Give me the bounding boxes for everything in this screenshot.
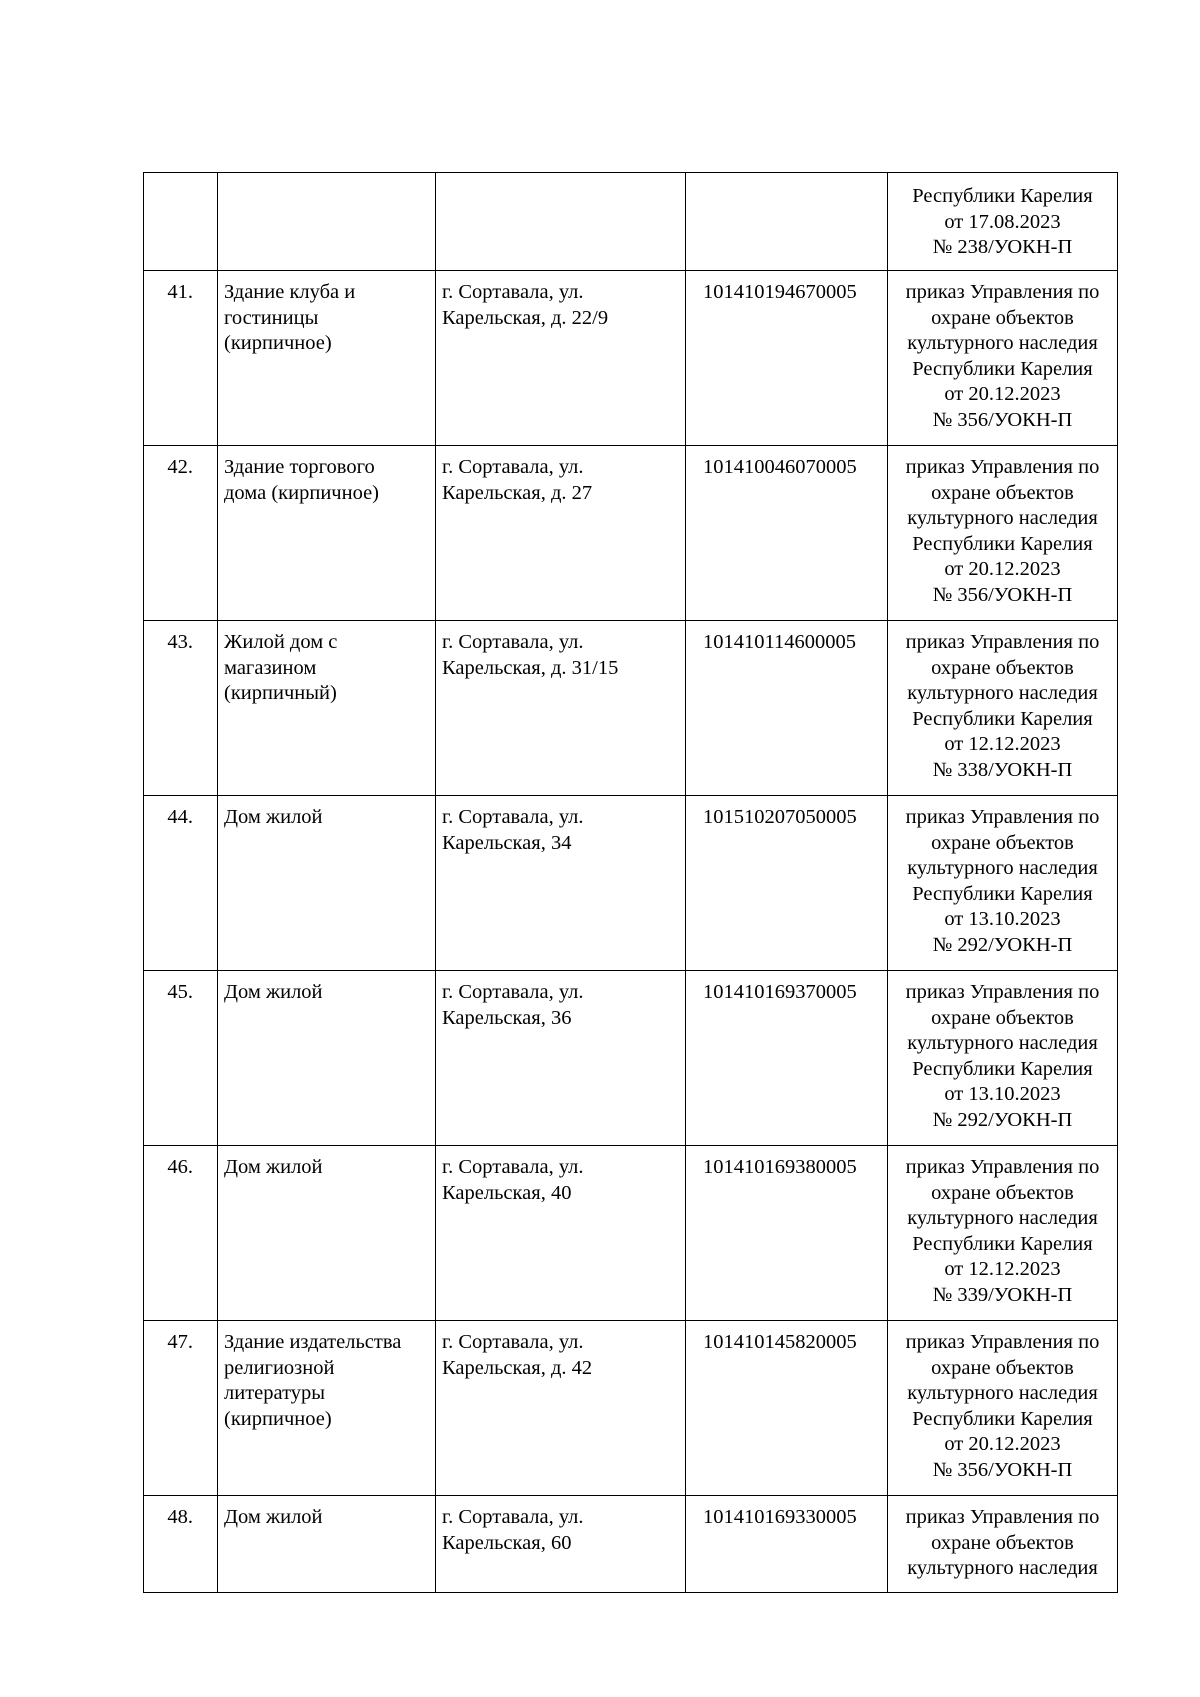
document-line: культурного наследия [907, 1382, 1098, 1404]
document-line: Республики Карелия [912, 185, 1093, 207]
document-line: от 20.12.2023 [944, 1433, 1061, 1455]
address-line: Карельская, д. 42 [442, 1356, 593, 1379]
table-row [144, 971, 1118, 1146]
object-name-line: Дом жилой [224, 806, 323, 828]
cell-number [144, 173, 218, 271]
table-row [144, 621, 1118, 796]
document-line: № 338/УОКН-П [932, 758, 1073, 781]
address-line: г. Сортавала, ул. [442, 1331, 584, 1353]
table-row [144, 446, 1118, 621]
document-line: от 20.12.2023 [944, 558, 1061, 580]
document-line: от 12.12.2023 [944, 1258, 1061, 1280]
cell-document [888, 1321, 1118, 1496]
document-line: охране объектов [931, 1356, 1074, 1379]
cell-document [888, 446, 1118, 621]
object-name-line: Здание клуба и [224, 281, 356, 303]
document-line: приказ Управления по [905, 1331, 1100, 1353]
object-name-line: Здание торгового [224, 456, 375, 478]
address-line: г. Сортавала, ул. [442, 981, 584, 1003]
address-line: г. Сортавала, ул. [442, 456, 584, 478]
document-line: № 356/УОКН-П [932, 408, 1073, 431]
address-line: Карельская, д. 27 [442, 481, 593, 504]
document-line: культурного наследия [907, 332, 1098, 354]
table-row [144, 1321, 1118, 1496]
address-line: Карельская, 60 [442, 1531, 572, 1554]
document-line: приказ Управления по [905, 631, 1100, 653]
cell-object-name [218, 446, 436, 621]
document-line: культурного наследия [907, 857, 1098, 879]
document-line: приказ Управления по [905, 806, 1100, 828]
address-line: Карельская, 36 [442, 1006, 572, 1029]
table-body [144, 173, 1118, 1593]
object-name-line: Дом жилой [224, 1156, 323, 1178]
object-name-line: (кирпичный) [224, 682, 337, 704]
cell-object-name [218, 1321, 436, 1496]
cell-document [888, 971, 1118, 1146]
cell-address [436, 796, 686, 971]
document-line: № 292/УОКН-П [932, 933, 1073, 956]
document-line: Республики Карелия [912, 357, 1093, 380]
object-name-line: литературы [224, 1382, 326, 1404]
cell-registry-number [686, 173, 888, 271]
cell-address [436, 621, 686, 796]
address-line: г. Сортавала, ул. [442, 1506, 584, 1528]
cell-document [888, 796, 1118, 971]
address-line: Карельская, 40 [442, 1181, 572, 1204]
address-line: г. Сортавала, ул. [442, 1156, 584, 1178]
document-line: от 13.10.2023 [944, 1083, 1061, 1105]
cell-address [436, 1321, 686, 1496]
cell-document [888, 271, 1118, 446]
cell-number: 43. [144, 621, 218, 796]
object-name-line: Жилой дом с [224, 631, 338, 653]
cell-document [888, 173, 1118, 271]
object-name-line: (кирпичное) [224, 332, 332, 354]
object-name-line: религиозной [224, 1356, 335, 1379]
document-line: приказ Управления по [905, 281, 1100, 303]
cell-registry-number: 101410169380005 [686, 1146, 888, 1321]
cell-registry-number: 101410046070005 [686, 446, 888, 621]
heritage-objects-table [143, 172, 1118, 1593]
table-row [144, 1146, 1118, 1321]
object-name-line: Дом жилой [224, 981, 323, 1003]
cell-document [888, 621, 1118, 796]
cell-registry-number: 101510207050005 [686, 796, 888, 971]
object-name-line: магазином [224, 656, 317, 679]
object-name-line: Дом жилой [224, 1506, 323, 1528]
address-line: г. Сортавала, ул. [442, 631, 584, 653]
document-line: от 20.12.2023 [944, 383, 1061, 405]
cell-registry-number: 101410169370005 [686, 971, 888, 1146]
document-line: охране объектов [931, 656, 1074, 679]
cell-registry-number: 101410194670005 [686, 271, 888, 446]
cell-object-name [218, 796, 436, 971]
document-line: охране объектов [931, 481, 1074, 504]
document-line: культурного наследия [907, 1557, 1098, 1579]
cell-number: 44. [144, 796, 218, 971]
document-line: приказ Управления по [905, 1156, 1100, 1178]
address-line: Карельская, д. 22/9 [442, 306, 609, 329]
document-line: № 292/УОКН-П [932, 1108, 1073, 1131]
document-line: культурного наследия [907, 507, 1098, 529]
document-line: Республики Карелия [912, 1057, 1093, 1080]
address-line: Карельская, д. 31/15 [442, 656, 619, 679]
document-line: культурного наследия [907, 1032, 1098, 1054]
object-name-line: дома (кирпичное) [224, 481, 380, 504]
cell-address [436, 173, 686, 271]
document-line: приказ Управления по [905, 981, 1100, 1003]
object-name-line: гостиницы [224, 306, 319, 329]
cell-registry-number: 101410114600005 [686, 621, 888, 796]
cell-number: 42. [144, 446, 218, 621]
document-line: охране объектов [931, 1181, 1074, 1204]
document-line: от 17.08.2023 [944, 210, 1061, 233]
cell-object-name [218, 1496, 436, 1593]
cell-object-name [218, 271, 436, 446]
address-line: г. Сортавала, ул. [442, 281, 584, 303]
object-name-line: Здание издательства [224, 1331, 402, 1353]
cell-registry-number: 101410145820005 [686, 1321, 888, 1496]
cell-number: 46. [144, 1146, 218, 1321]
cell-number: 41. [144, 271, 218, 446]
cell-document [888, 1496, 1118, 1593]
document-line: охране объектов [931, 306, 1074, 329]
cell-object-name [218, 1146, 436, 1321]
document-line: Республики Карелия [912, 532, 1093, 555]
table-row [144, 1496, 1118, 1593]
cell-address [436, 271, 686, 446]
document-line: охране объектов [931, 1531, 1074, 1554]
cell-address [436, 971, 686, 1146]
document-line: Республики Карелия [912, 1232, 1093, 1255]
document-line: приказ Управления по [905, 456, 1100, 478]
document-line: № 339/УОКН-П [932, 1283, 1073, 1306]
cell-object-name [218, 971, 436, 1146]
cell-number: 45. [144, 971, 218, 1146]
table-row [144, 271, 1118, 446]
cell-object-name [218, 621, 436, 796]
cell-object-name [218, 173, 436, 271]
cell-address [436, 1496, 686, 1593]
address-line: г. Сортавала, ул. [442, 806, 584, 828]
document-line: № 238/УОКН-П [932, 236, 1073, 258]
object-name-line: (кирпичное) [224, 1407, 332, 1430]
cell-registry-number: 101410169330005 [686, 1496, 888, 1593]
document-line: охране объектов [931, 1006, 1074, 1029]
document-line: от 13.10.2023 [944, 908, 1061, 930]
document-line: охране объектов [931, 831, 1074, 854]
address-line: Карельская, 34 [442, 831, 572, 854]
document-line: № 356/УОКН-П [932, 583, 1073, 606]
document-line: Республики Карелия [912, 1407, 1093, 1430]
document-line: культурного наследия [907, 682, 1098, 704]
table-row [144, 796, 1118, 971]
cell-address [436, 446, 686, 621]
cell-number: 48. [144, 1496, 218, 1593]
document-line: от 12.12.2023 [944, 733, 1061, 755]
cell-address [436, 1146, 686, 1321]
cell-number: 47. [144, 1321, 218, 1496]
document-line: культурного наследия [907, 1207, 1098, 1229]
document-line: Республики Карелия [912, 882, 1093, 905]
document-line: Республики Карелия [912, 707, 1093, 730]
document-line: приказ Управления по [905, 1506, 1100, 1528]
cell-document [888, 1146, 1118, 1321]
table-row-continued [144, 173, 1118, 271]
document-line: № 356/УОКН-П [932, 1458, 1073, 1481]
